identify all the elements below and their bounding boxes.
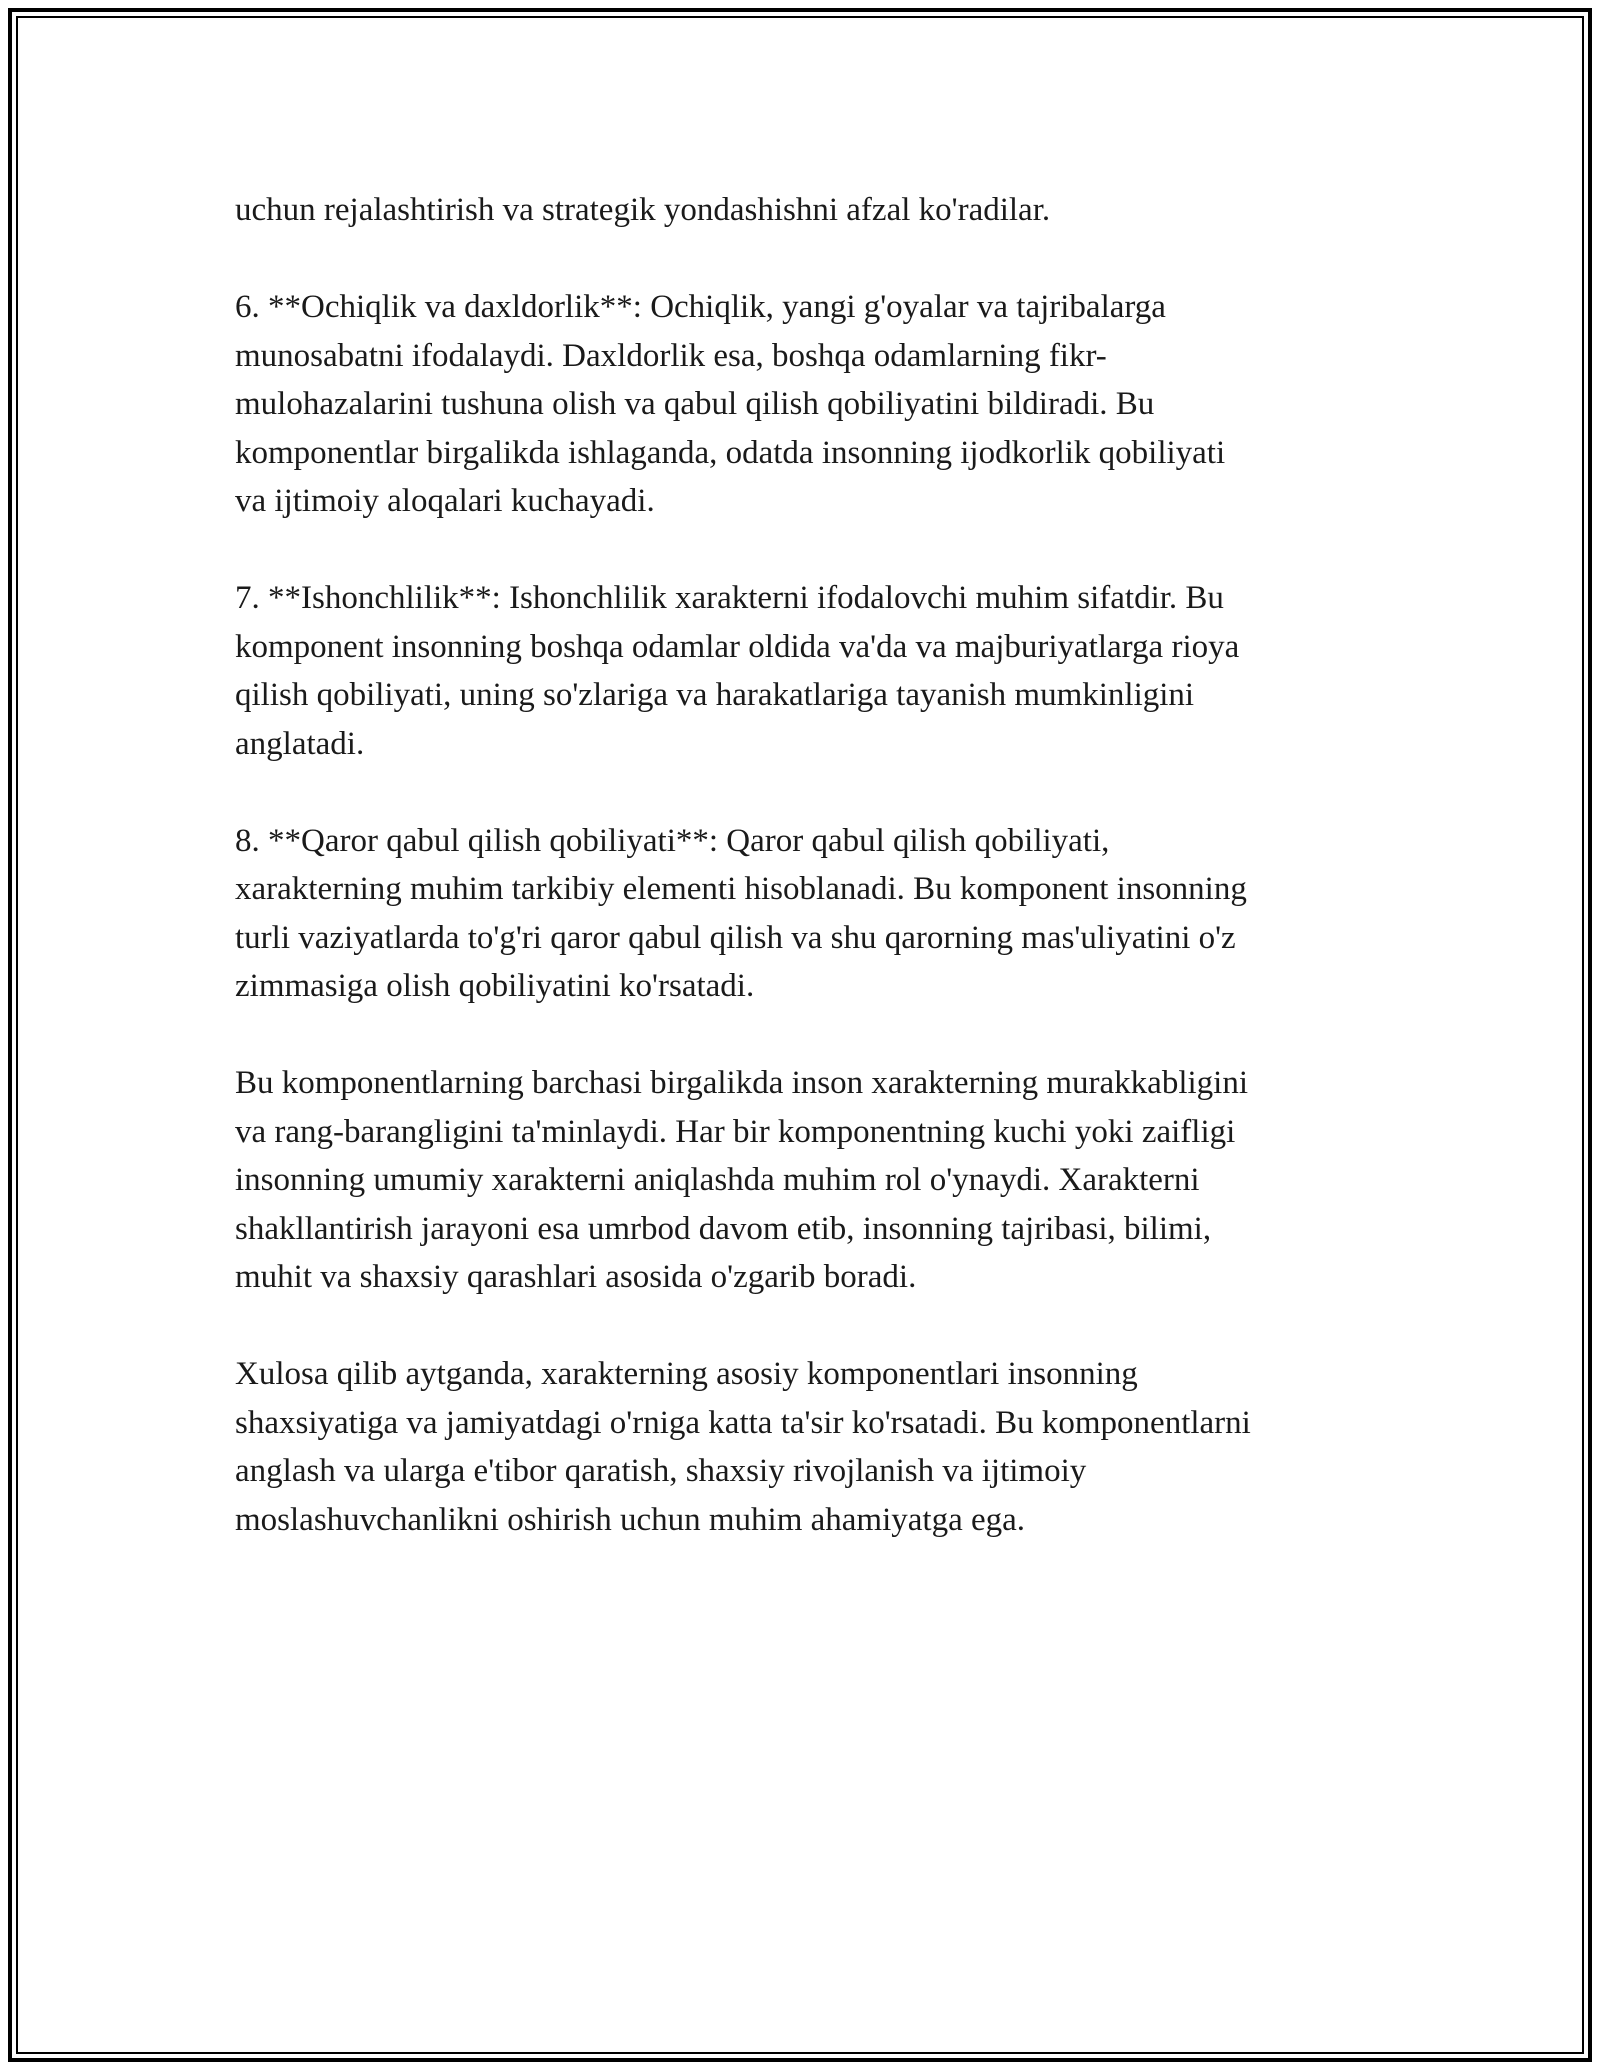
paragraph-conclusion: Xulosa qilib aytganda, xarakterning asosiy komponentlari insonning shaxsiyatiga va jamiyatdagi o'rniga katta ta'sir ko'rsatadi. Bu komponentlarni anglash va ularga e'tibor qaratish, shaxsiy rivojlanish va ijtimoiy moslashuvchanlikni oshirish uchun muhim ahamiyatga ega.: [235, 1356, 1251, 1538]
paragraph-item-6-ochiqlik: 6. **Ochiqlik va daxldorlik**: Ochiqlik, yangi g'oyalar va tajribalarga munosabatni ifodalaydi. Daxldorlik esa, boshqa odamlarning fikr- mulohazalarini tushuna olish va qabul qilish qobiliyatini bildiradi. Bu komponentlar birgalikda ishlaganda, odatda insonning ijodkorlik qobiliyati va ijtimoiy aloqalari kuchayadi.: [235, 289, 1226, 519]
paragraph-summary: Bu komponentlarning barchasi birgalikda inson xarakterning murakkabligini va rang-barangligini ta'minlaydi. Har bir komponentning kuchi yoki zaifligi insonning umumiy xarakterni aniqlashda muhim rol o'ynaydi. Xarakterni shakllantirish jarayoni esa umrbod davom etib, insonning tajribasi, bilimi, muhit va shaxsiy qarashlari asosida o'zgarib boradi.: [235, 1065, 1248, 1295]
paragraph-item-7-ishonchlilik: 7. **Ishonchlilik**: Ishonchlilik xarakterni ifodalovchi muhim sifatdir. Bu komponent insonning boshqa odamlar oldida va'da va majburiyatlarga rioya qilish qobiliyati, uning so'zlariga va harakatlariga tayanish mumkinligini anglatadi.: [235, 580, 1240, 762]
document-body: [235, 186, 1385, 1593]
paragraph-item-8-qaror: 8. **Qaror qabul qilish qobiliyati**: Qaror qabul qilish qobiliyati, xarakterning muhim tarkibiy elementi hisoblanadi. Bu komponent insonning turli vaziyatlarda to'g'ri qaror qabul qilish va shu qarorning mas'uliyatini o'z zimmasiga olish qobiliyatini ko'rsatadi.: [235, 822, 1247, 1004]
paragraph-continuation: uchun rejalashtirish va strategik yondashishni afzal ko'radilar.: [235, 192, 1051, 228]
